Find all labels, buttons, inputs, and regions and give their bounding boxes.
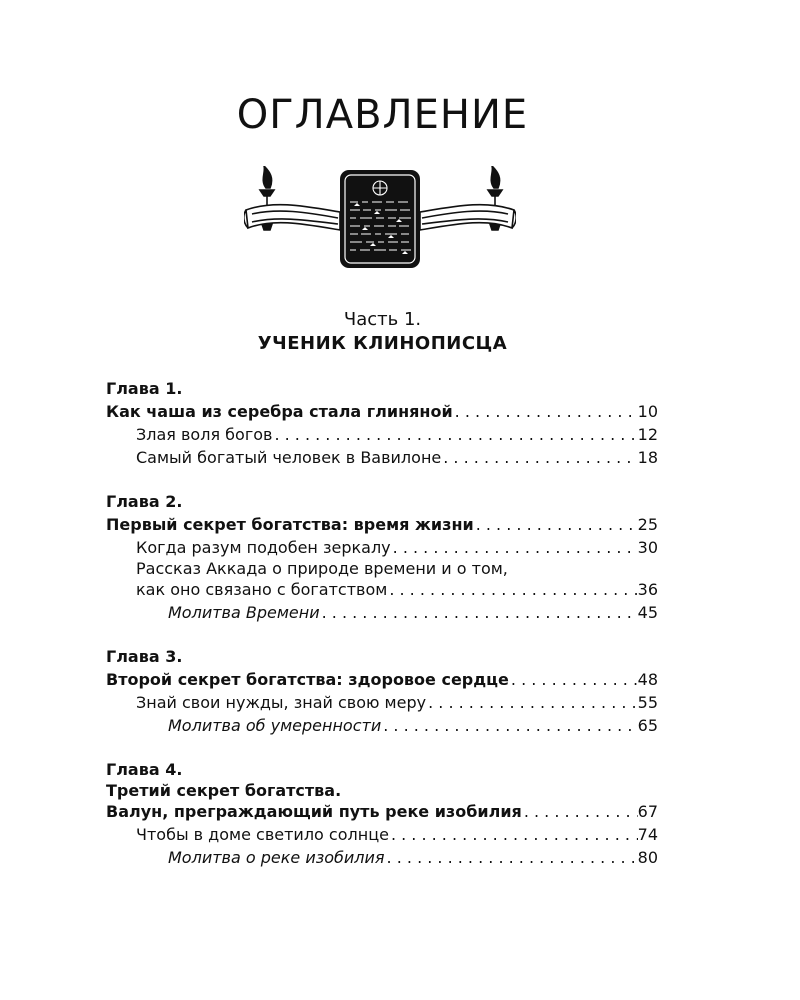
toc-entry-title: Самый богатый человек в Вавилоне <box>136 448 442 467</box>
dot-leader <box>522 800 638 823</box>
toc-entry-page-number: 45 <box>637 603 658 622</box>
toc-entry[interactable] <box>106 668 658 691</box>
toc-entry-page-number: 48 <box>637 670 658 689</box>
toc-chapter <box>106 491 658 624</box>
toc-title: ОГЛАВЛЕНИЕ <box>236 92 529 138</box>
toc-entry-page-number: 36 <box>637 580 658 599</box>
dot-leader <box>272 423 637 446</box>
dot-leader <box>320 601 638 624</box>
toc-entry[interactable] <box>106 823 658 846</box>
dot-leader <box>387 578 637 601</box>
toc-entry[interactable] <box>106 846 658 869</box>
toc-entry[interactable] <box>106 691 658 714</box>
toc-entry-page-number: 10 <box>637 402 658 421</box>
toc-entry-page-number: 25 <box>637 515 658 534</box>
chapter-label: Глава 2. <box>106 492 183 511</box>
toc-entry-title: Когда разум подобен зеркалу <box>136 538 391 557</box>
toc-chapter <box>106 759 658 869</box>
toc-entry-title: Молитва Времени <box>168 603 320 622</box>
toc-chapter <box>106 646 658 737</box>
toc-entry[interactable] <box>106 446 658 469</box>
dot-leader <box>426 691 638 714</box>
tablet-with-scroll-and-torches-icon <box>244 166 516 272</box>
toc-entry-title: Молитва о реке изобилия <box>168 848 385 867</box>
toc-entry-page-number: 55 <box>637 693 658 712</box>
dot-leader <box>385 846 638 869</box>
toc-entry-title: Валун, преграждающий путь реке изобилия <box>106 802 522 821</box>
toc-entry[interactable] <box>106 513 658 536</box>
dot-leader <box>441 446 637 469</box>
part-title: УЧЕНИК КЛИНОПИСЦА <box>257 333 508 354</box>
toc-entry-lead-line: Рассказ Аккада о природе времени и о том, <box>136 559 508 578</box>
dot-leader <box>474 513 638 536</box>
dot-leader <box>381 714 637 737</box>
dot-leader <box>389 823 638 846</box>
toc-entry[interactable] <box>106 536 658 559</box>
toc-entry-title: как оно связано с богатством <box>136 580 388 599</box>
toc-entry[interactable] <box>106 423 658 446</box>
toc-entry-title: Второй секрет богатства: здоровое сердце <box>106 670 509 689</box>
toc-entry-title: Первый секрет богатства: время жизни <box>106 515 474 534</box>
toc-entry-title: Чтобы в доме светило солнце <box>136 825 389 844</box>
toc-entry-page-number: 67 <box>637 802 658 821</box>
toc-entry[interactable] <box>106 800 658 823</box>
toc-entry-title: Молитва об умеренности <box>168 716 382 735</box>
toc-entry-page-number: 74 <box>637 825 658 844</box>
toc-entry-page-number: 18 <box>637 448 658 467</box>
dot-leader <box>391 536 638 559</box>
toc-entry[interactable] <box>106 400 658 423</box>
dot-leader <box>509 668 638 691</box>
toc-entry-page-number: 65 <box>637 716 658 735</box>
toc-entry-lead-line: Третий секрет богатства. <box>106 781 342 800</box>
part-number: Часть 1. <box>343 309 422 330</box>
toc-entry-page-number: 80 <box>637 848 658 867</box>
chapter-label: Глава 3. <box>106 647 183 666</box>
chapter-label: Глава 1. <box>106 379 183 398</box>
dot-leader <box>453 400 638 423</box>
toc-entry-page-number: 12 <box>637 425 658 444</box>
toc-entry-title: Злая воля богов <box>136 425 273 444</box>
toc-entry-page-number: 30 <box>637 538 658 557</box>
chapter-label: Глава 4. <box>106 760 183 779</box>
toc-entry-title: Как чаша из серебра стала глиняной <box>106 402 453 421</box>
toc-chapter <box>106 378 658 469</box>
toc-entry[interactable] <box>106 601 658 624</box>
toc-entry[interactable] <box>106 714 658 737</box>
toc-list <box>106 378 658 891</box>
toc-entry[interactable] <box>106 578 658 601</box>
toc-entry-title: Знай свои нужды, знай свою меру <box>136 693 427 712</box>
